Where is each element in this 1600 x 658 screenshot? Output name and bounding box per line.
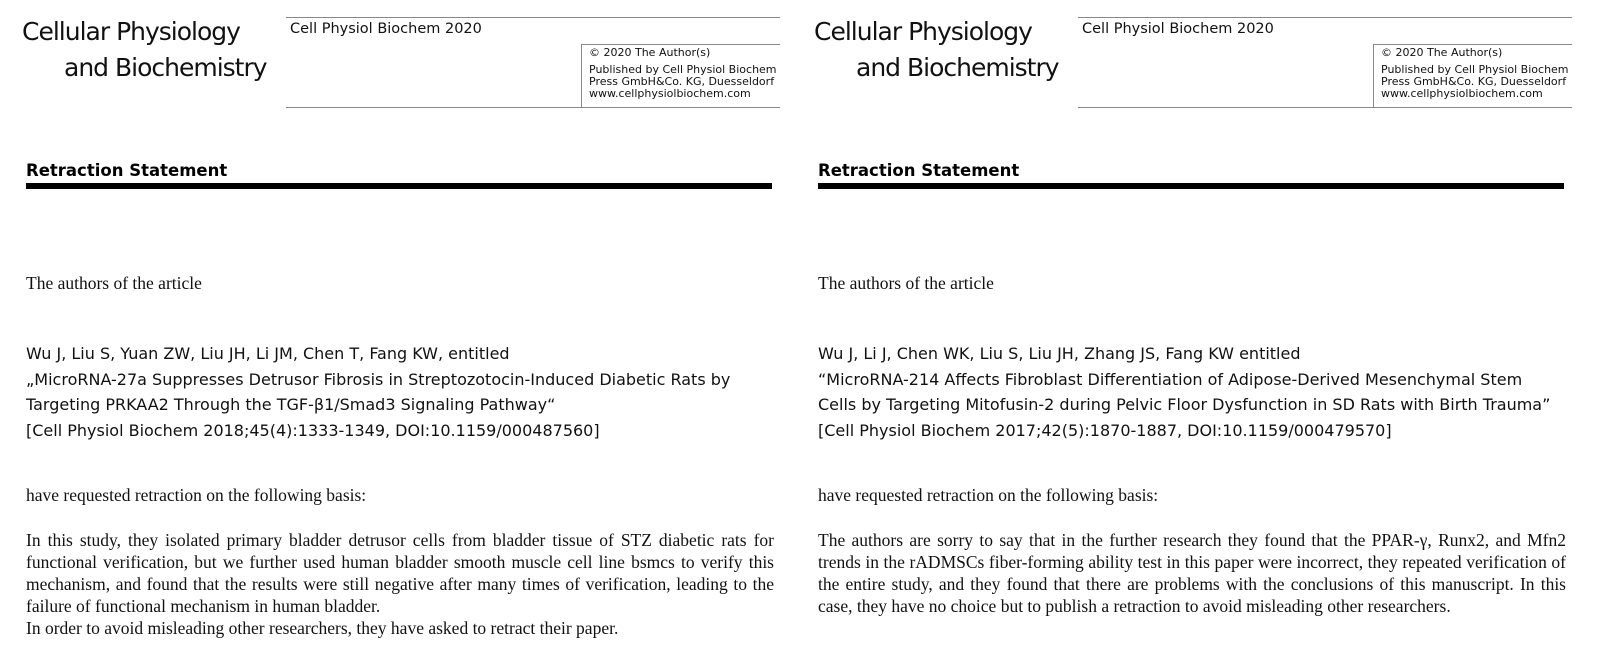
header-divider: [581, 44, 582, 108]
journal-name-line1: Cellular Physiology: [22, 17, 240, 46]
article-citation: [818, 341, 1566, 443]
publisher-info: [1381, 47, 1576, 100]
article-title-line1: “MicroRNA-214 Affects Fibroblast Differentiation of Adipose-Derived Mesenchymal Stem: [818, 369, 1523, 389]
section-title: Retraction Statement: [818, 161, 1020, 180]
header-rule-bottom: [286, 107, 780, 108]
header-rule-top: [286, 17, 780, 18]
basis-text: have requested retraction on the following basis:: [26, 485, 367, 505]
retraction-page-left: [22, 0, 786, 658]
header-rule-middle: [1373, 44, 1572, 45]
article-reference: [Cell Physiol Biochem 2017;42(5):1870-1887, DOI:10.1159/000479570]: [818, 420, 1392, 440]
publisher-line2: Press GmbH&Co. KG, Duesseldorf: [1381, 75, 1567, 88]
website-link[interactable]: www.cellphysiolbiochem.com: [589, 87, 751, 100]
retraction-reason: [26, 529, 774, 639]
header-rule-middle: [581, 44, 780, 45]
intro-text: The authors of the article: [26, 273, 202, 293]
article-title-line2: Targeting PRKAA2 Through the TGF-β1/Smad3 Signaling Pathway“: [26, 395, 556, 414]
article-authors: Wu J, Liu S, Yuan ZW, Liu JH, Li JM, Chen T, Fang KW, entitled: [26, 344, 510, 363]
journal-name-line1: Cellular Physiology: [814, 17, 1032, 46]
header-citation: Cell Physiol Biochem 2020: [1082, 21, 1274, 37]
journal-logo: [814, 14, 1074, 86]
journal-name-line2: and Biochemistry: [64, 53, 267, 82]
journal-logo: [22, 14, 282, 86]
article-citation: [26, 341, 774, 443]
publisher-info: [589, 47, 784, 100]
article-reference: [Cell Physiol Biochem 2018;45(4):1333-1349, DOI:10.1159/000487560]: [26, 420, 600, 440]
article-title-line1: „MicroRNA-27a Suppresses Detrusor Fibrosis in Streptozotocin-Induced Diabetic Rats by: [26, 369, 731, 389]
copyright-notice: © 2020 The Author(s): [589, 46, 711, 59]
header-rule-bottom: [1078, 107, 1572, 108]
publisher-line1: Published by Cell Physiol Biochem: [1381, 63, 1569, 76]
header-divider: [1373, 44, 1374, 108]
reason-paragraph-1: In this study, they isolated primary bladder detrusor cells from bladder tissue of STZ diabetic rats for functional verification, but we further used human bladder smooth muscle cell line bsmcs to verify this mechanism, and found that the results were still negative after many times of verification, leading to the failure of functional mechanism in human bladder.: [26, 530, 774, 616]
article-authors: Wu J, Li J, Chen WK, Liu S, Liu JH, Zhang JS, Fang KW entitled: [818, 344, 1301, 363]
journal-name-line2: and Biochemistry: [856, 53, 1059, 82]
reason-paragraph-2: In order to avoid misleading other researchers, they have asked to retract their paper.: [26, 618, 619, 638]
publisher-line1: Published by Cell Physiol Biochem: [589, 63, 777, 76]
article-title-line2: Cells by Targeting Mitofusin-2 during Pelvic Floor Dysfunction in SD Rats with Birth Trauma”: [818, 395, 1551, 414]
section-rule: [26, 183, 772, 189]
section-rule: [818, 183, 1564, 189]
copyright-notice: © 2020 The Author(s): [1381, 46, 1503, 59]
reason-paragraph-1: The authors are sorry to say that in the further research they found that the PPAR-γ, Runx2, and Mfn2 trends in the rADMSCs fiber-forming ability test in this paper were incorrect, they repeated verification of the entire study, and they found that there are problems with the conclusions of this manuscript. In this case, they have no choice but to publish a retraction to avoid misleading other researchers.: [818, 530, 1566, 616]
retraction-page-right: [814, 0, 1578, 658]
publisher-line2: Press GmbH&Co. KG, Duesseldorf: [589, 75, 775, 88]
basis-text: have requested retraction on the following basis:: [818, 485, 1159, 505]
intro-text: The authors of the article: [818, 273, 994, 293]
section-title: Retraction Statement: [26, 161, 228, 180]
retraction-reason: [818, 529, 1566, 617]
header-rule-top: [1078, 17, 1572, 18]
website-link[interactable]: www.cellphysiolbiochem.com: [1381, 87, 1543, 100]
header-citation: Cell Physiol Biochem 2020: [290, 21, 482, 37]
